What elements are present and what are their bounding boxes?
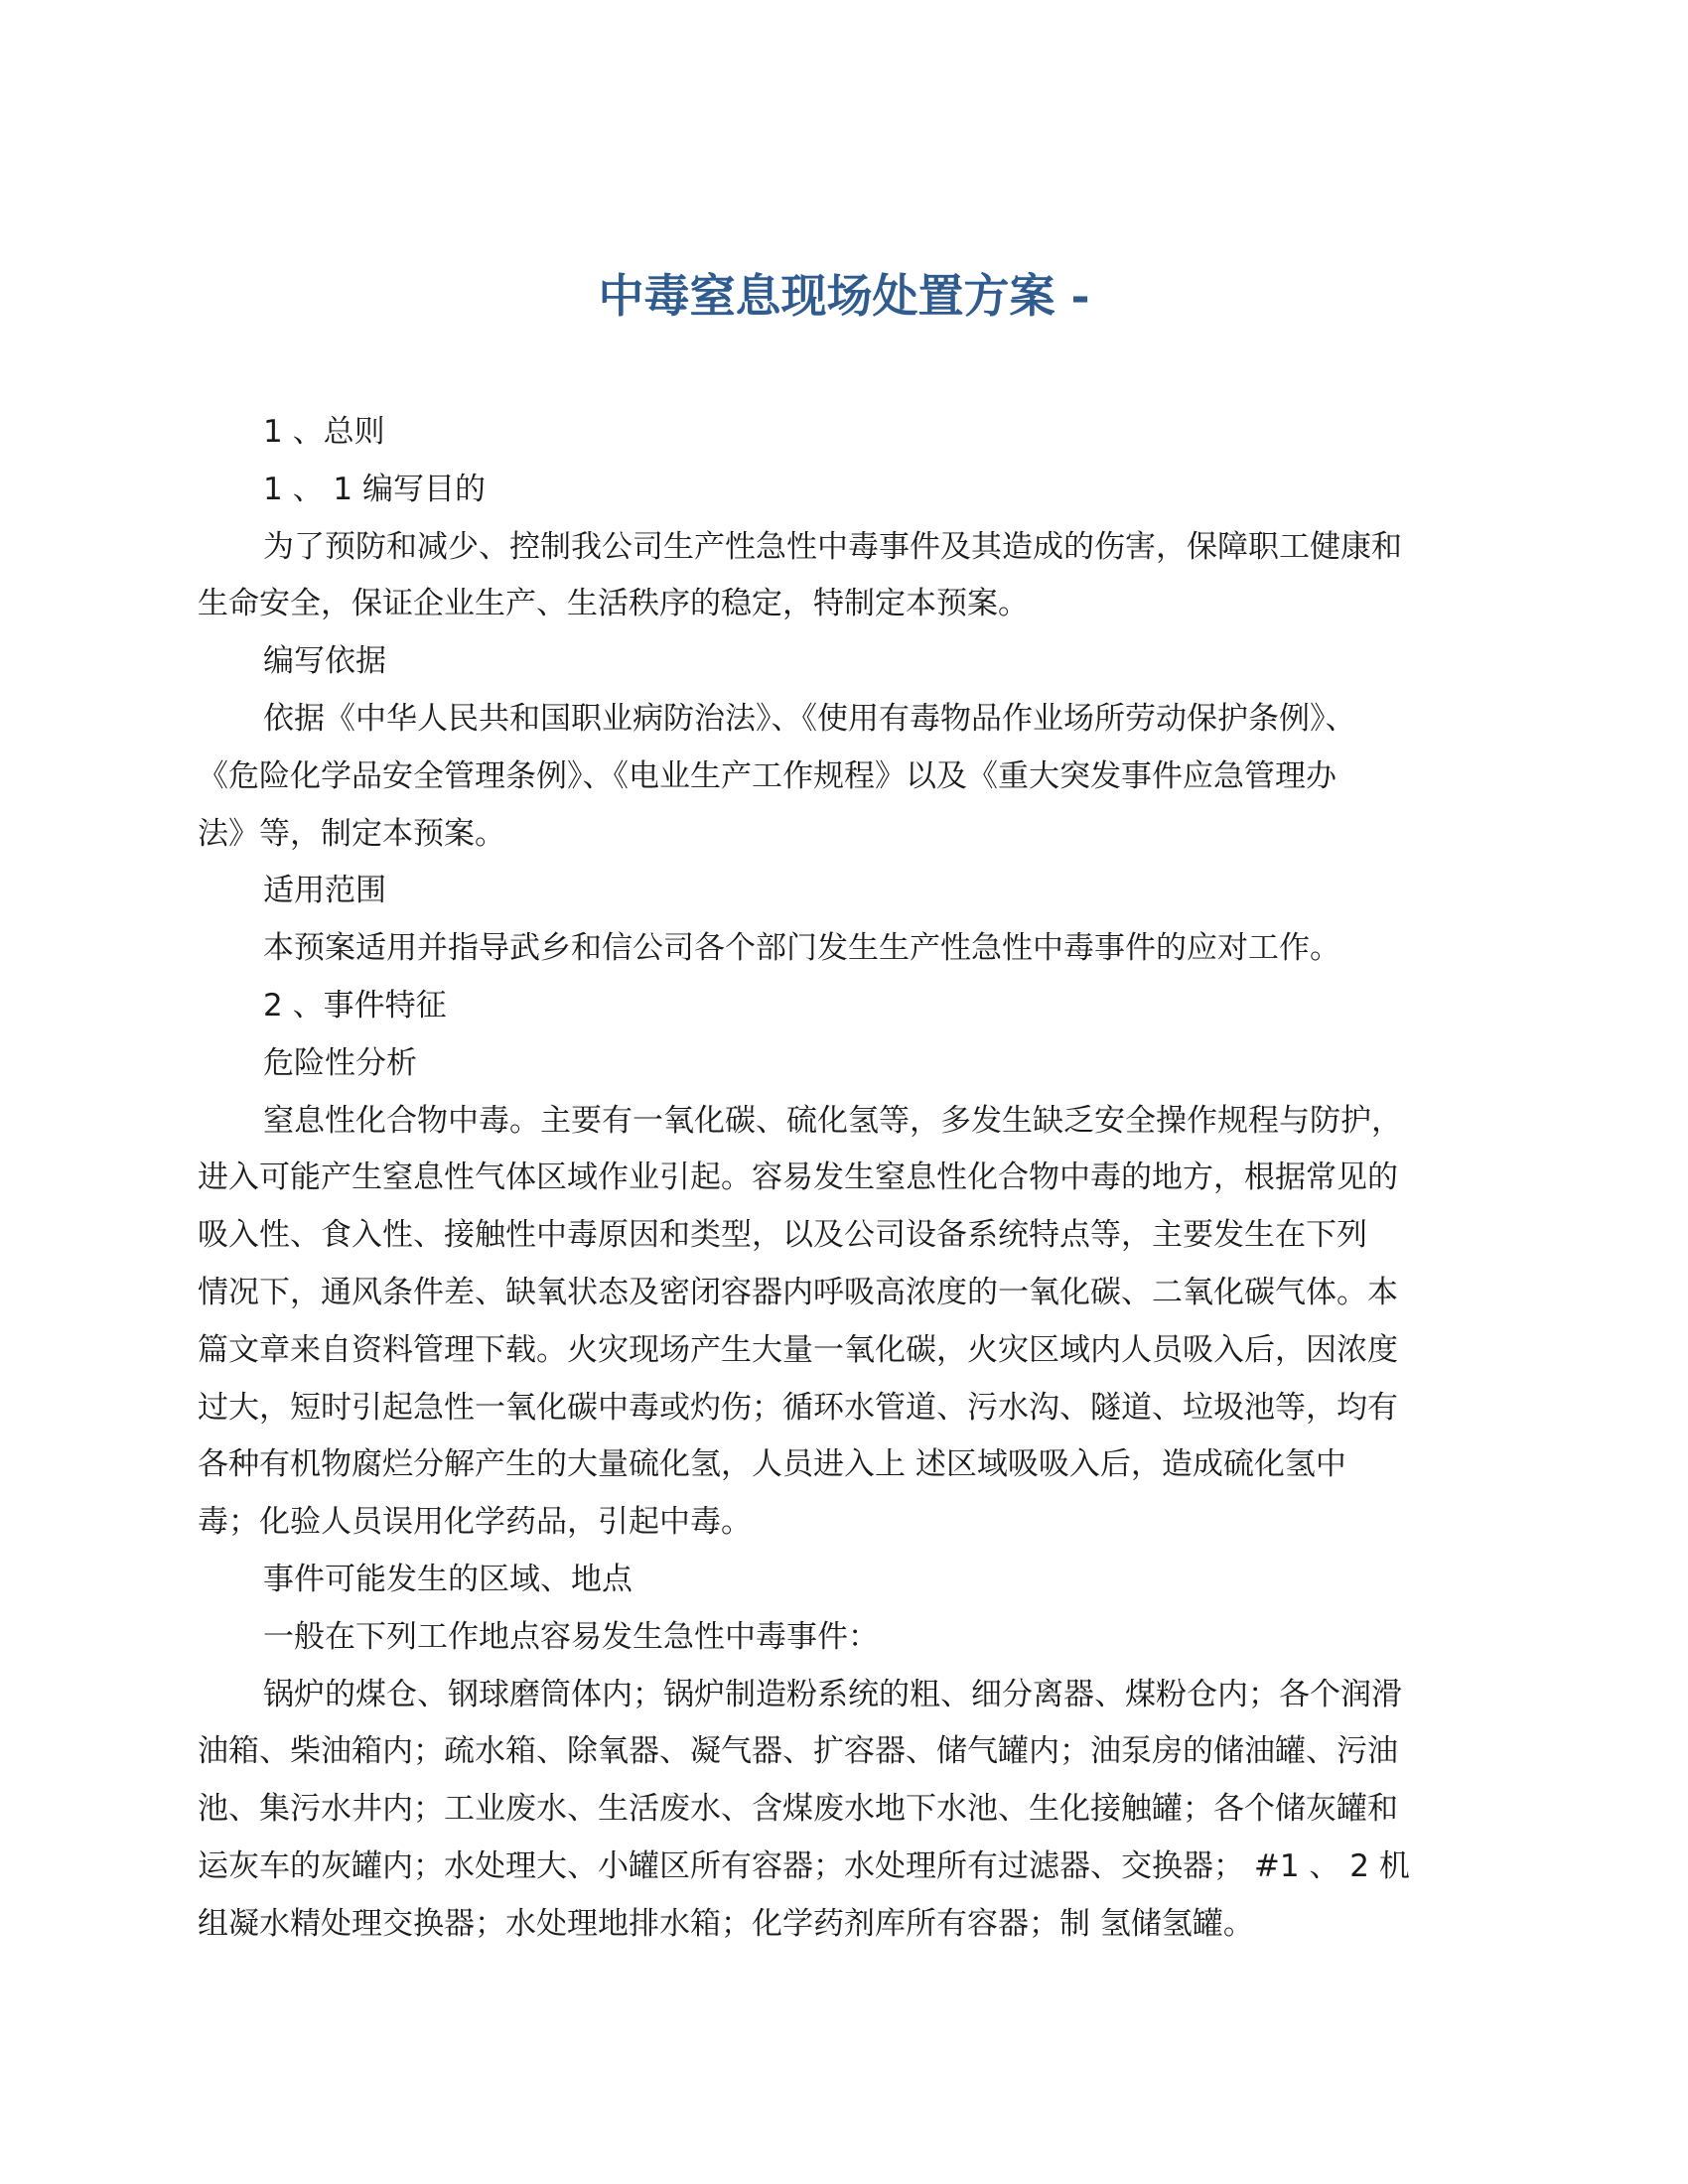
text-line: 组凝水精处理交换器；水处理地排水箱；化学药剂库所有容器；制 氢储氢罐。: [198, 1905, 1254, 1942]
text-line: 事件可能发生的区域、地点: [263, 1561, 633, 1597]
text-line: 适用范围: [263, 873, 386, 909]
text-line: 《危险化学品安全管理条例》、《电业生产工作规程》以及《重大突发事件应急管理办: [198, 757, 1336, 794]
text-line: 1 、 1 编写目的: [263, 471, 487, 507]
text-line: 为了预防和减少、控制我公司生产性急性中毒事件及其造成的伤害，保障职工健康和: [263, 528, 1402, 565]
text-line: 编写依据: [263, 643, 386, 680]
text-line: 2 、事件特征: [263, 987, 447, 1024]
text-line: 进入可能产生窒息性气体区域作业引起。容易发生窒息性化合物中毒的地方，根据常见的: [198, 1160, 1398, 1196]
text-line: 吸入性、食入性、接触性中毒原因和类型，以及公司设备系统特点等，主要发生在下列: [198, 1217, 1367, 1254]
text-line: 篇文章来自资料管理下载。火灾现场产生大量一氧化碳，火灾区域内人员吸入后，因浓度: [198, 1331, 1398, 1368]
text-line: 各种有机物腐烂分解产生的大量硫化氢，人员进入上 述区域吸吸入后，造成硫化氢中: [198, 1446, 1346, 1483]
text-line: 依据《中华人民共和国职业病防治法》、《使用有毒物品作业场所劳动保护条例》、: [263, 700, 1356, 737]
text-line: 法》等，制定本预案。: [198, 815, 505, 852]
text-line: 1 、总则: [263, 414, 385, 450]
text-line: 危险性分析: [263, 1044, 417, 1081]
text-line: 生命安全，保证企业生产、生活秩序的稳定，特制定本预案。: [198, 586, 1029, 622]
text-line: 一般在下列工作地点容易发生急性中毒事件：: [263, 1618, 879, 1655]
text-line: 毒；化验人员误用化学药品，引起中毒。: [198, 1504, 752, 1541]
text-line: 过大，短时引起急性一氧化碳中毒或灼伤；循环水管道、污水沟、隧道、垃圾池等，均有: [198, 1389, 1398, 1426]
document-body: [198, 404, 1488, 1954]
text-line: 情况下，通风条件差、缺氧状态及密闭容器内呼吸高浓度的一氧化碳、二氧化碳气体。本: [198, 1274, 1398, 1310]
text-line: 池、集污水井内；工业废水、生活废水、含煤废水地下水池、生化接触罐；各个储灰罐和: [198, 1791, 1398, 1828]
document-title: 中毒窒息现场处置方案 -: [598, 269, 1090, 323]
text-line: 本预案适用并指导武乡和信公司各个部门发生生产性急性中毒事件的应对工作。: [263, 930, 1340, 967]
text-line: 锅炉的煤仓、钢球磨筒体内；锅炉制造粉系统的粗、细分离器、煤粉仓内；各个润滑: [263, 1676, 1402, 1712]
text-line: 运灰车的灰罐内；水处理大、小罐区所有容器；水处理所有过滤器、交换器； #1 、 2 机: [198, 1847, 1410, 1884]
text-line: 窒息性化合物中毒。主要有一氧化碳、硫化氢等，多发生缺乏安全操作规程与防护，: [263, 1102, 1402, 1139]
text-line: 油箱、柴油箱内；疏水箱、除氧器、凝气器、扩容器、储气罐内；油泵房的储油罐、污油: [198, 1733, 1398, 1770]
